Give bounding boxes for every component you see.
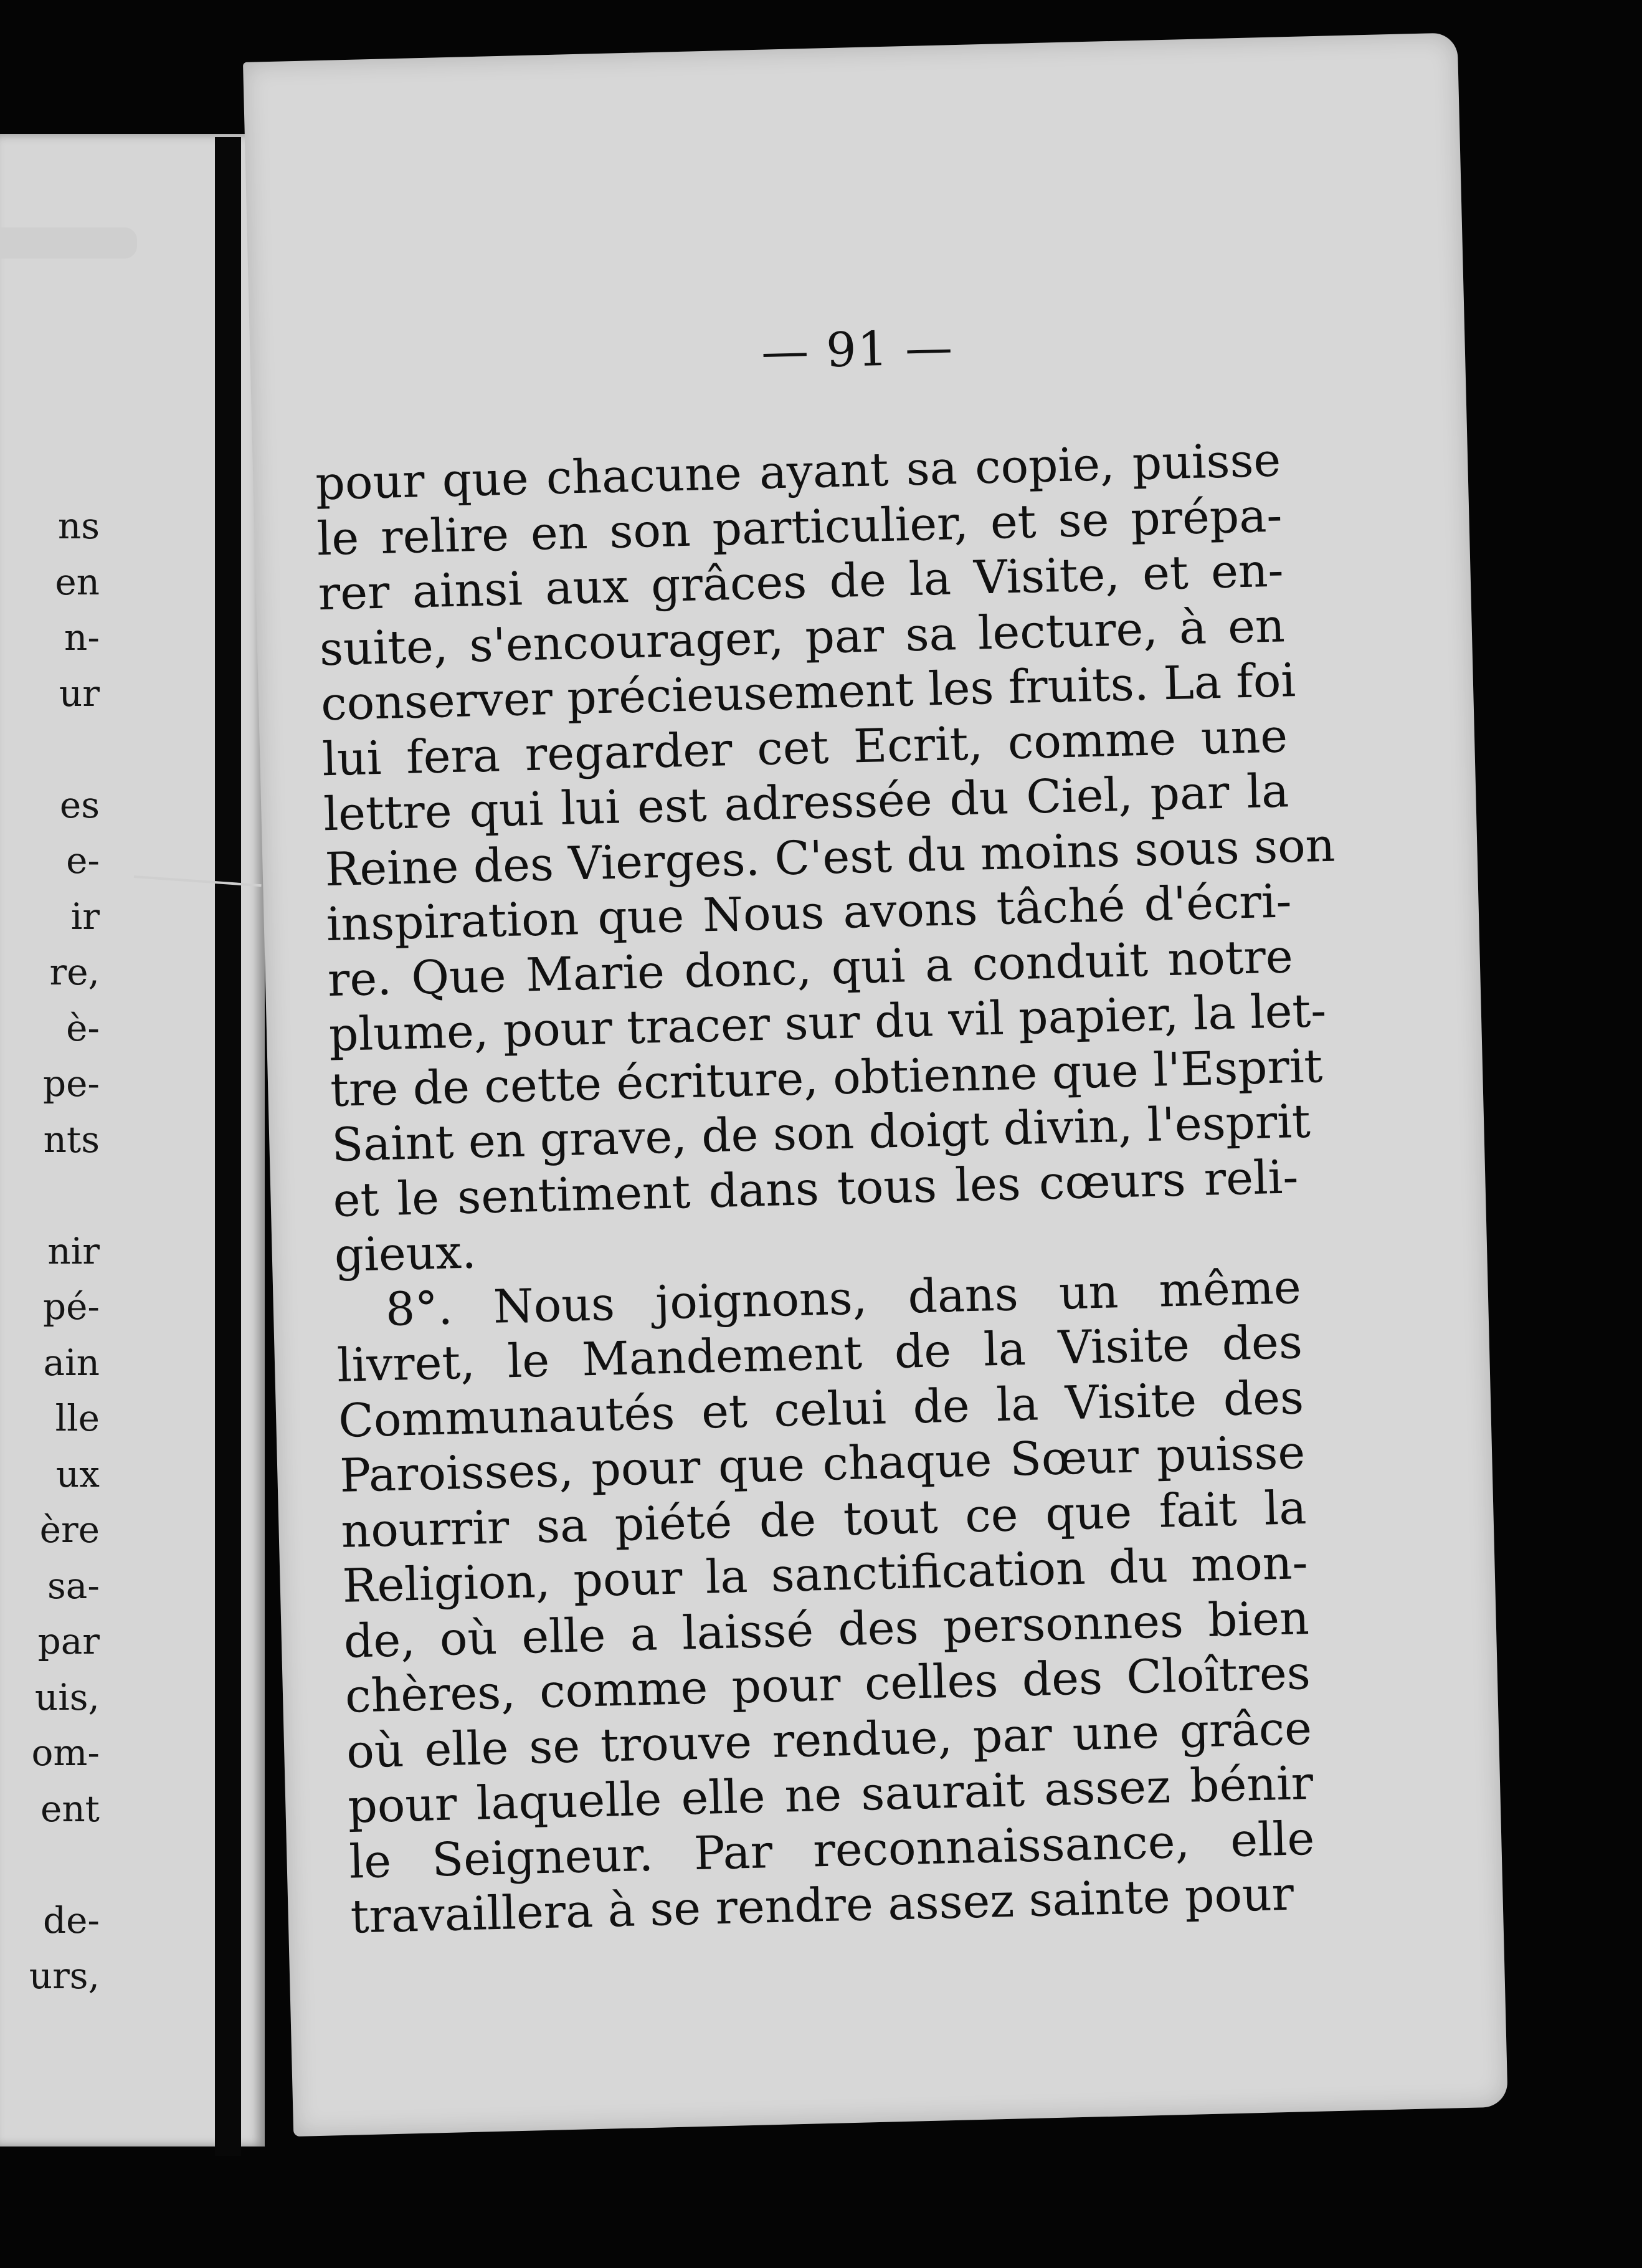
left-page-text-fragments (0, 498, 100, 2004)
paragraph-1 (315, 432, 1336, 1283)
text-line: conserver précieusement les fruits. La foi (320, 654, 1297, 731)
left-page-fragment: de- (42, 1899, 100, 1942)
left-page-fragment (0, 1837, 100, 1893)
left-page-fragment (0, 1168, 100, 1224)
text-line: Saint en grave, de son doigt divin, l'esprit (331, 1094, 1311, 1173)
text-line: lettre qui lui est adressée du Ciel, par la (323, 764, 1290, 842)
left-page-fragment: nts (43, 1118, 100, 1161)
text-line: tre de cette écriture, obtienne que l'Esprit (330, 1039, 1324, 1117)
text-line: livret, le Mandement de la Visite des (336, 1315, 1303, 1393)
left-page-fragment: es (59, 783, 100, 826)
text-line: le relire en son particulier, et se prépa- (316, 488, 1283, 566)
left-page-fragment: en (55, 560, 100, 603)
left-page-fragment: nir (47, 1229, 100, 1272)
left-page-fragment: n- (64, 616, 100, 659)
text-line: suite, s'encourager, par sa lecture, à en (318, 598, 1286, 676)
left-page-fragment: pé- (42, 1285, 100, 1328)
paragraph-2 (335, 1260, 1316, 1945)
left-page-fragment: ir (70, 895, 100, 938)
left-page-fragment: e- (66, 839, 100, 882)
text-line: Communautés et celui de la Visite des (338, 1370, 1304, 1448)
text-line: Religion, pour la sanctification du mon- (341, 1535, 1309, 1613)
left-page-fragment: ère (39, 1508, 100, 1551)
left-page-fragment: ent (40, 1787, 100, 1830)
left-page-fragment: urs, (29, 1955, 100, 1997)
text-line: où elle se trouve rendue, par une grâce (346, 1701, 1312, 1779)
left-page-edge (0, 227, 137, 259)
left-page-fragment: ux (55, 1452, 100, 1495)
text-line: de, où elle a laissé des personnes bien (343, 1591, 1310, 1669)
left-page-fragment: om- (31, 1732, 100, 1774)
text-line: lui fera regarder cet Ecrit, comme une (321, 708, 1288, 786)
left-page-fragment (0, 722, 100, 778)
text-line: Reine des Vierges. C'est du moins sous son (324, 818, 1336, 897)
left-page-fragment: re, (49, 951, 100, 993)
left-page-fragment: uis, (34, 1675, 100, 1718)
text-line: rer ainsi aux grâces de la Visite, et en- (317, 543, 1284, 621)
text-line: plume, pour tracer sur du vil papier, la let- (328, 983, 1327, 1062)
left-page-fragment: ur (59, 672, 100, 715)
text-line: inspiration que Nous avons tâché d'écri- (325, 874, 1293, 952)
text-line: travaillera à se rendre assez sainte pour (349, 1867, 1294, 1944)
text-line: et le sentiment dans tous les cœurs reli- (332, 1150, 1299, 1227)
left-page-fragment: lle (55, 1397, 100, 1439)
book-gutter (215, 137, 241, 2156)
right-page (243, 32, 1508, 2137)
left-page-fragment: ain (43, 1341, 100, 1384)
left-page-fragment: sa- (47, 1564, 100, 1607)
left-page-fragment: par (37, 1620, 100, 1662)
text-line: 8°. Nous joignons, dans un même (384, 1260, 1302, 1336)
text-line: pour que chacune ayant sa copie, puisse (315, 433, 1282, 511)
text-line: pour laquelle elle ne saurait assez bénir (347, 1756, 1314, 1834)
left-page-fragment: pe- (42, 1062, 100, 1105)
text-line: chères, comme pour celles des Cloîtres (344, 1646, 1311, 1723)
text-line: gieux. (333, 1225, 477, 1282)
page-number: — 91 — (760, 319, 955, 379)
left-page-fragment: ns (57, 505, 100, 547)
left-page-fragment: è- (66, 1006, 100, 1049)
text-line: Paroisses, pour que chaque Sœur puisse (339, 1426, 1306, 1503)
text-line: le Seigneur. Par reconnaissance, elle (348, 1811, 1316, 1889)
body-text (315, 432, 1336, 1945)
text-line: nourrir sa piété de tout ce que fait la (340, 1480, 1307, 1558)
text-line: re. Que Marie donc, qui a conduit notre (326, 929, 1294, 1007)
